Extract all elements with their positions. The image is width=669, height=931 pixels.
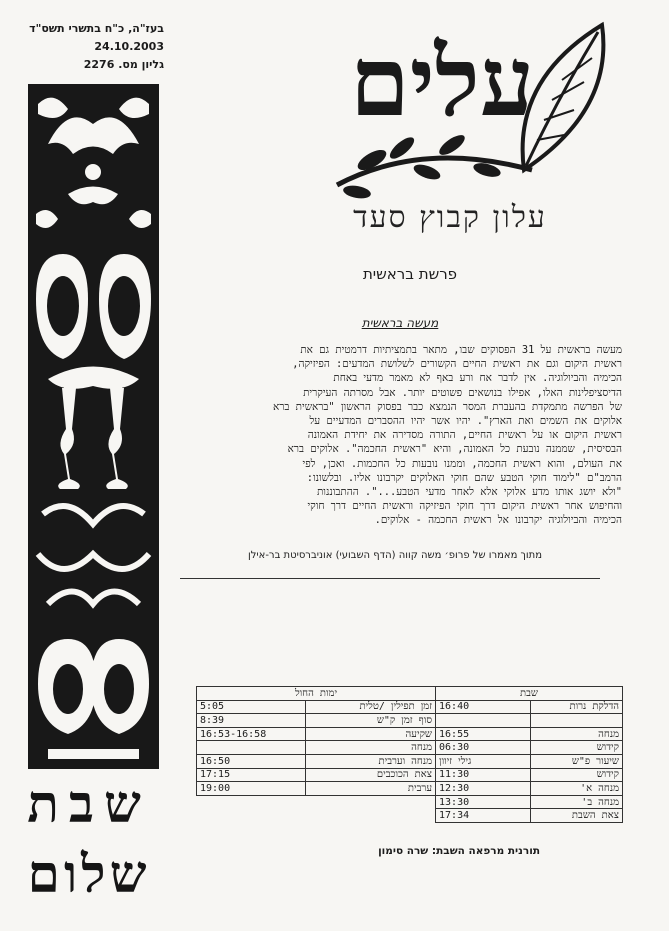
article-line: הכימיה והביולוגיה. אין לדבר אח ורע באף לא מאמר מדעי באחת bbox=[333, 372, 622, 385]
shabbat-shalom-greeting bbox=[14, 770, 164, 920]
article-source: מתוך מאמרו של פרופ׳ משה קווה (הדף השבועי) אוניברסיטת בר-אילן bbox=[247, 550, 542, 561]
shabbat-label: מנחה ב' bbox=[531, 795, 623, 809]
clinic-duty-note: תורנית מרפאה השבת: שרה סימון bbox=[378, 845, 540, 857]
table-row bbox=[197, 754, 623, 768]
divider-line bbox=[180, 578, 600, 579]
article-line: אלוקים את השמים ואת הארץ". יהיו אשר יהיו ההסברים המדעיים על bbox=[309, 415, 622, 428]
weekday-label: ערבית bbox=[306, 782, 436, 796]
weekday-label: זמן תפילין /טלית bbox=[306, 700, 436, 714]
weekday-label: שקיעה bbox=[306, 727, 436, 741]
weekday-label: סוף זמן ק"ש bbox=[306, 714, 436, 728]
table-row bbox=[197, 782, 623, 796]
shabbat-label: קידוש bbox=[531, 741, 623, 755]
article-heading: מעשה בראשית bbox=[361, 316, 439, 330]
article-line: הדיסציפלינות האלו, אפילו בנושאים פשוטים יותר. אבל מסרתה העיקרית bbox=[303, 386, 622, 399]
newsletter-subtitle: עלון קבוץ סעד bbox=[353, 200, 547, 235]
weekday-time: 19:00 bbox=[197, 782, 306, 796]
article-line: ראשית היקום או על ראשית החיים, התורה מסדירה את יחידת האמונה bbox=[307, 429, 622, 442]
prayer-times-table bbox=[196, 686, 623, 823]
leaf-icon bbox=[523, 25, 604, 170]
article-line: ראשית היקום וגם את ראשית החיים הקשורים לשלושת המדעים: הפיזיקה, bbox=[292, 358, 622, 371]
article-line: מעשה בראשית על 31 הפסוקים שבו, מתאר בתמציתיות דרמטית גם את bbox=[300, 344, 622, 356]
weekday-header: ימות החול bbox=[197, 687, 436, 701]
article-line: את העולם, והוא ראשית החכמה, וממנו נובעות כל החכמות. ואכן, לפי bbox=[302, 457, 622, 470]
shabbat-label bbox=[531, 714, 623, 728]
shabbat-label: קידוש bbox=[531, 768, 623, 782]
weekday-time: 5:05 bbox=[197, 700, 306, 714]
shabbat-header: שבת bbox=[436, 687, 623, 701]
shabbat-label: מנחה א' bbox=[531, 782, 623, 796]
greeting-line-1: שבת bbox=[27, 774, 151, 835]
table-header-row bbox=[197, 687, 623, 701]
article-line: הכימיה והביולוגיה יקרבונו אל ראשית החכמה - אלוקים. bbox=[374, 514, 622, 527]
gregorian-date: 24.10.2003 bbox=[94, 40, 164, 53]
weekday-time bbox=[197, 741, 306, 755]
shabbat-time bbox=[436, 714, 531, 728]
table-row bbox=[197, 714, 623, 728]
hebrew-date: בעז"ה, כ"ח בתשרי תשס"ד bbox=[29, 22, 164, 35]
weekday-time: 8:39 bbox=[197, 714, 306, 728]
weekday-time: 17:15 bbox=[197, 768, 306, 782]
shabbat-label: הדלקת נרות bbox=[531, 700, 623, 714]
shabbat-label: צאת השבת bbox=[531, 809, 623, 823]
table-row bbox=[197, 809, 623, 823]
weekday-label: מנחה bbox=[306, 741, 436, 755]
shabbat-time: 13:30 bbox=[436, 795, 531, 809]
shabbat-time: 06:30 bbox=[436, 741, 531, 755]
shabbat-time: 16:55 bbox=[436, 727, 531, 741]
shabbat-time: 11:30 bbox=[436, 768, 531, 782]
article-body bbox=[172, 343, 622, 528]
shabbat-time: 16:40 bbox=[436, 700, 531, 714]
weekday-time: 16:50 bbox=[197, 754, 306, 768]
article-line: והחיפוש אחר ראשית היקום דרך חוקי הפיזיקה וראשית החיים דרך חוקי bbox=[307, 500, 622, 513]
table-row bbox=[197, 795, 623, 809]
greeting-line-2: שלום bbox=[27, 844, 151, 905]
weekday-time: 16:53-16:58 bbox=[197, 727, 306, 741]
parasha-title: פרשת בראשית bbox=[362, 265, 458, 283]
branch-icon bbox=[337, 131, 532, 200]
article-line: הבסיסית, שממנה נובעת כל האמונה, והיא "ראשית החכמה". אלוקים ברא bbox=[287, 443, 622, 456]
shabbat-time: 12:30 bbox=[436, 782, 531, 796]
shabbat-time: 17:34 bbox=[436, 809, 531, 823]
table-row bbox=[197, 768, 623, 782]
weekday-label: צאת הכוכבים bbox=[306, 768, 436, 782]
shabbat-label: שיעור פ"ש bbox=[531, 754, 623, 768]
article-line: של הפרשה מתמקדת בהעברת המסר הנמצא כבר בפסוק הראשון "בראשית ברא bbox=[273, 400, 622, 413]
table-row bbox=[197, 741, 623, 755]
decorative-banner-illustration bbox=[28, 84, 159, 769]
weekday-label: מנחה וערבית bbox=[306, 754, 436, 768]
shabbat-time: גילי זיוון bbox=[436, 754, 531, 768]
issue-header bbox=[14, 20, 164, 74]
article-line: "ולא יושג אותו מדע אלוקי אלא לאחר מדעי הטבע...". ההתבוננות bbox=[316, 486, 622, 499]
shabbat-label: מנחה bbox=[531, 727, 623, 741]
newsletter-logo bbox=[302, 20, 618, 200]
logo-wordmark: עלים bbox=[349, 25, 535, 138]
article-line: הרמב"ם "לימוד חוקי הטבע שהם חוקי האלוקים יקרבונו אליו. ובלשונו: bbox=[306, 471, 622, 484]
issue-number: גליון מס. 2276 bbox=[83, 58, 164, 71]
table-row bbox=[197, 727, 623, 741]
